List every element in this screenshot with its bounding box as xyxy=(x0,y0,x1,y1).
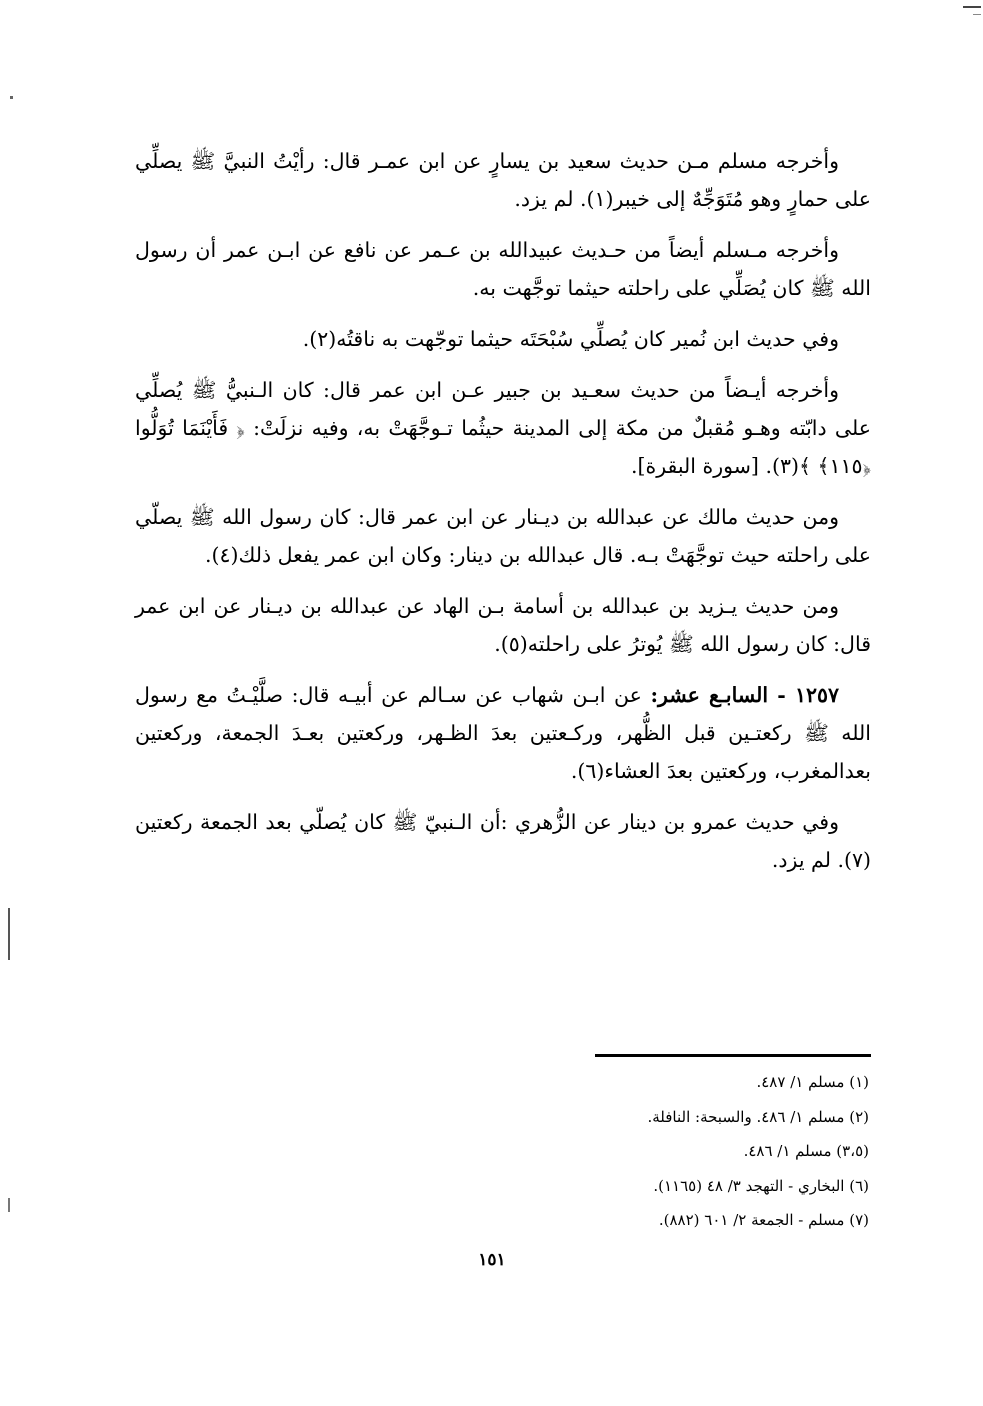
paragraph-2: وأخرجه مـسلم أيضاً من حـديث عبيدالله بن عـمر عن نافع عن ابـن عمر أن رسول الله ﷺ كان يُصَلِّي على راحلته حيثما توجَّهت به. xyxy=(135,238,871,300)
paragraph-6: ومن حديث يـزيد بن عبدالله بن أسامة بـن الهاد عن عبدالله بن ديـنار عن ابن عمر قال: كان رسول الله ﷺ يُوترُ على راحلته(٥). xyxy=(135,594,871,656)
scan-artifact-left-small xyxy=(8,1198,10,1212)
footnote-7: (٧) مسلم - الجمعة ٢/ ٦٠١ (٨٨٢). xyxy=(658,1211,869,1229)
scan-artifact-left xyxy=(8,908,10,960)
main-text xyxy=(135,142,871,892)
footnote-3-5: (٣،٥) مسلم ١/ ٤٨٦. xyxy=(743,1142,869,1160)
footnote-6: (٦) البخاري - التهجد ٣/ ٤٨ (١١٦٥). xyxy=(653,1176,869,1195)
scan-artifact-dot xyxy=(10,96,13,99)
paragraph-1: وأخرجه مسلم مـن حديث سعيد بن يسارٍ عن ابن عمـر قال: رأيْتُ النبيَّ ﷺ يصلِّي على حمارٍ وهو مُتَوَجِّهٌ إلى خيبر(١). لم يزد. xyxy=(135,149,871,211)
hadith-number: ١٢٥٧ - السابـع عشر: xyxy=(650,683,839,707)
scan-artifact-top xyxy=(963,6,981,8)
paragraph-8: وفي حديث عمرو بن دينار عن الزُّهري :أن الـنبيّ ﷺ كان يُصلّي بعد الجمعة ركعتين (٧). لم يزد. xyxy=(135,810,871,872)
paragraph-4: وأخرجه أيـضاً من حديث سعـيد بن جبير عـن ابن عمر قال: كان الـنبيُّ ﷺ يُصلِّي على دابّته وهـو مُقبلٌ من مكة إلى المدينة حيثُما تـوجَّهَتْ به، وفيه نزلَتْ: ﴿ فَأَيْنَمَا تُوَلُّوا ﴿١١٥﴾ ﴾(٣). [سورة البقرة]. xyxy=(135,378,871,478)
page-number: ١٥١ xyxy=(478,1250,506,1270)
footnote-1: (١) مسلم ١/ ٤٨٧. xyxy=(756,1073,869,1091)
footnotes xyxy=(135,1072,871,1245)
footnote-separator xyxy=(595,1054,871,1057)
scan-artifact-top-small xyxy=(973,14,981,15)
paragraph-5: ومن حديث مالك عن عبدالله بن ديـنار عن ابن عمر قال: كان رسول الله ﷺ يصلّي على راحلته حيث توجَّهَتْ بـه. قال عبدالله بن دينار: وكان ابن عمر يفعل ذلك(٤). xyxy=(135,505,871,567)
footnote-2: (٢) مسلم ١/ ٤٨٦. والسبحة: النافلة. xyxy=(647,1107,869,1126)
paragraph-3: وفي حديث ابن نُمير كان يُصلِّي سُبْحَتَه حيثما توجّهت به ناقتُه(٢). xyxy=(302,327,839,351)
paragraph-7-hadith-1257: ١٢٥٧ - السابـع عشر: عن ابـن شهاب عن سـالم عن أبيـه قال: صلَّيْـتُ مع رسول الله ﷺ ركعتـين قبل الظُّهر، وركـعتين بعدَ الظـهر، وركعتين بعـدَ الجمعة، وركعتين بعدالمغرب، وركعتين بعدَ العشاء(٦). xyxy=(135,683,871,783)
